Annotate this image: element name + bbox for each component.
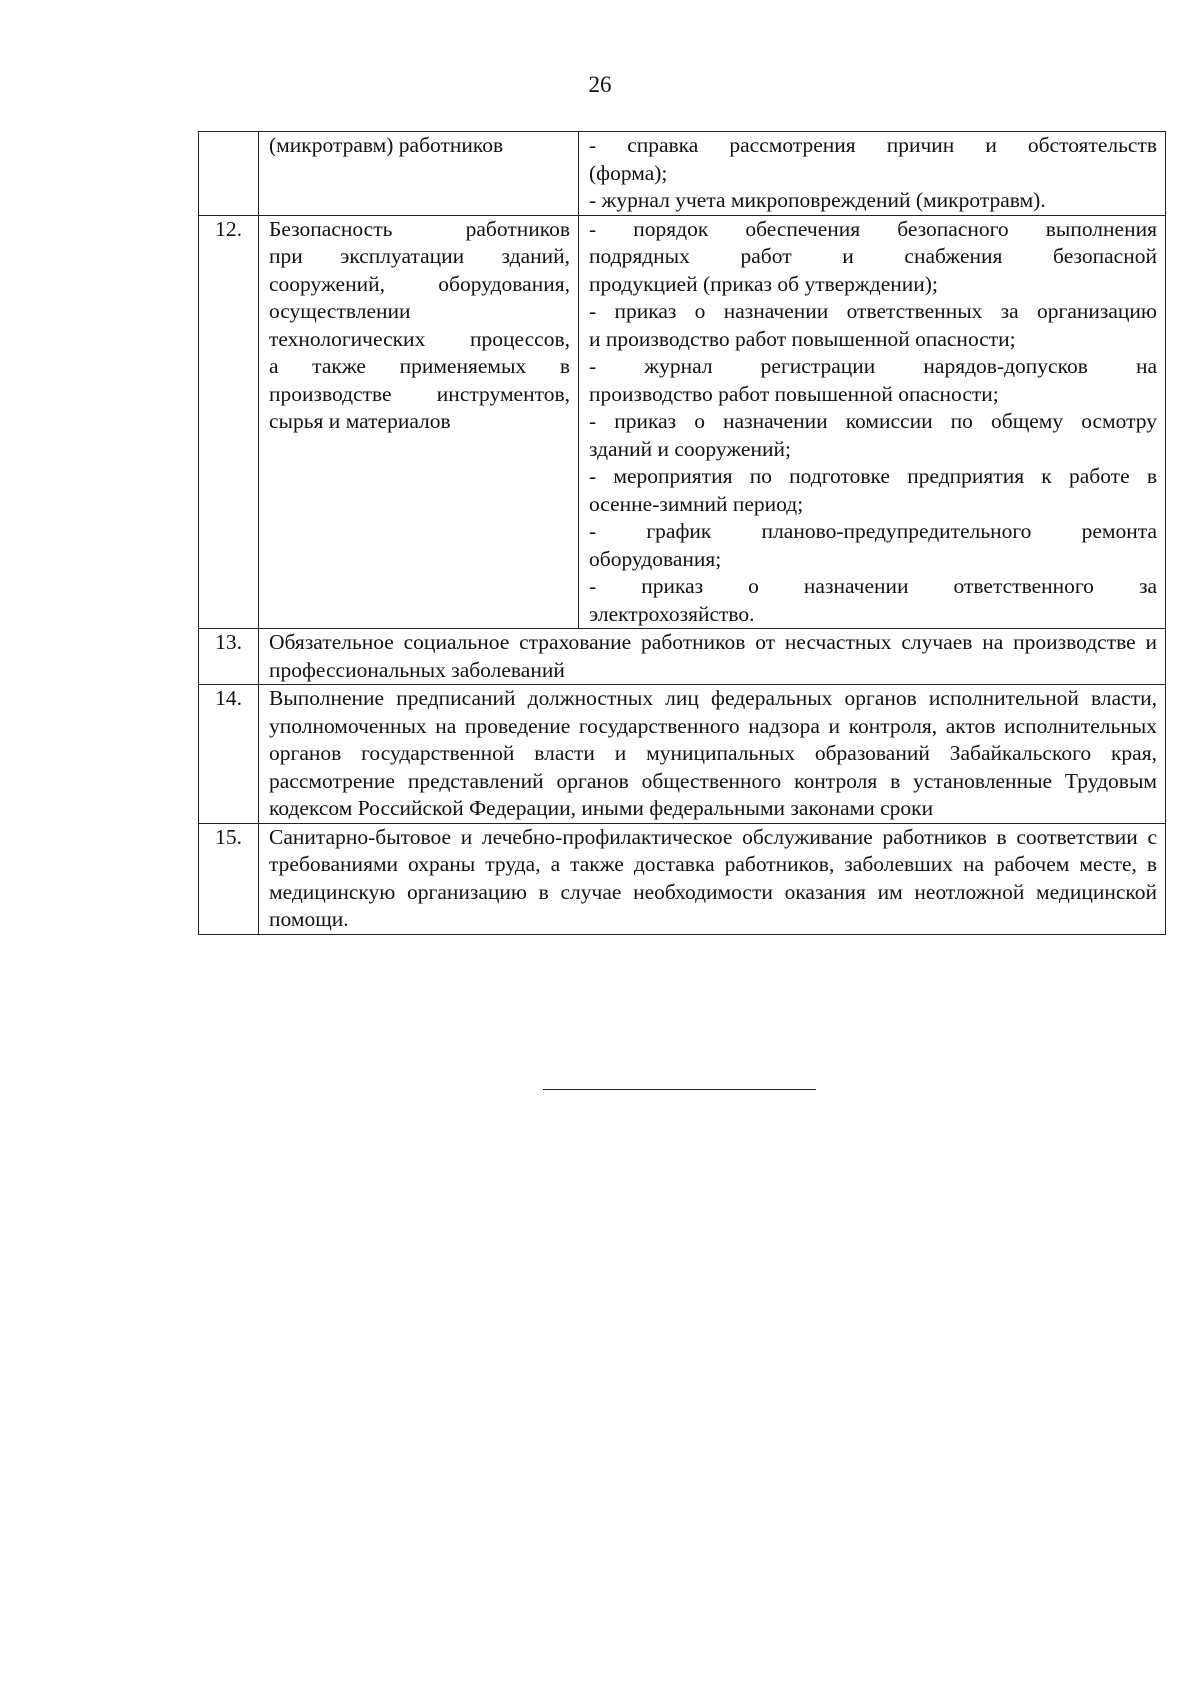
topic-line: (микротравм) работников (269, 133, 504, 157)
merged-text-cell: Санитарно-бытовое и лечебно-профилактическое обслуживание работников в соответствии с требованиями охраны труда, а также доставка работников, заболевших на рабочем месте, в медицинскую организацию в случае необходимости оказания им неотложной медицинской помощи. (259, 823, 1166, 934)
documents-cell (579, 215, 1166, 629)
end-separator-line (543, 1089, 816, 1090)
row-number: 13. (199, 629, 259, 685)
doc-line: - график планово-предупредительного ремонта (589, 519, 1157, 543)
doc-line: оборудования; (589, 546, 722, 571)
requirements-table (198, 131, 1166, 935)
topic-cell (259, 215, 579, 629)
doc-line: подрядных работ и снабжения безопасной (589, 244, 1157, 268)
topic-line: Безопасность работников (269, 216, 570, 241)
documents-cell (579, 132, 1166, 216)
table-row (199, 215, 1166, 629)
row-number: 15. (199, 823, 259, 934)
topic-line: при эксплуатации зданий, (269, 244, 570, 268)
row-number: 12. (199, 215, 259, 629)
table-row (199, 132, 1166, 216)
page-number: 26 (588, 72, 612, 97)
doc-line: - приказ о назначении ответственных за организацию (589, 299, 1157, 323)
topic-line: осуществлении (269, 299, 411, 323)
topic-line: производстве инструментов, (269, 381, 570, 406)
topic-line: технологических процессов, (269, 326, 570, 351)
table-row (199, 629, 1166, 685)
doc-line: зданий и сооружений; (589, 436, 791, 461)
doc-line: - приказ о назначении комиссии по общему осмотру (589, 409, 1157, 433)
doc-line: производство работ повышенной опасности; (589, 381, 999, 406)
doc-line: и производство работ повышенной опасности; (589, 326, 1016, 351)
doc-line: продукцией (приказ об утверждении); (589, 271, 938, 296)
topic-line: а также применяемых в (269, 354, 570, 378)
row-number: 14. (199, 685, 259, 824)
merged-text-cell: Выполнение предписаний должностных лиц федеральных органов исполнительной власти, уполномоченных на проведение государственного надзора и контроля, актов исполнительных органов государственной власти и муниципальных образований Забайкальского края, рассмотрение представлений органов общественного контроля в установленные Трудовым кодексом Российской Федерации, иными федеральными законами сроки (259, 685, 1166, 824)
doc-line: - журнал учета микроповреждений (микротравм). (589, 188, 1046, 212)
merged-text-cell: Обязательное социальное страхование работников от несчастных случаев на производстве и профессиональных заболеваний (259, 629, 1166, 685)
doc-line: электрохозяйство. (589, 601, 755, 626)
topic-line: сооружений, оборудования, (269, 271, 570, 296)
doc-line: - приказ о назначении ответственного за (589, 574, 1157, 598)
doc-line: - справка рассмотрения причин и обстоятельств (589, 133, 1157, 157)
doc-line: - мероприятия по подготовке предприятия к работе в (589, 464, 1157, 488)
table-row (199, 823, 1166, 934)
doc-line: осенне-зимний период; (589, 491, 804, 516)
row-number (199, 132, 259, 216)
doc-line: (форма); (589, 160, 668, 185)
topic-cell (259, 132, 579, 216)
topic-line: сырья и материалов (269, 409, 451, 433)
doc-line: - журнал регистрации нарядов-допусков на (589, 354, 1157, 378)
table-row (199, 685, 1166, 824)
doc-line: - порядок обеспечения безопасного выполнения (589, 216, 1157, 241)
